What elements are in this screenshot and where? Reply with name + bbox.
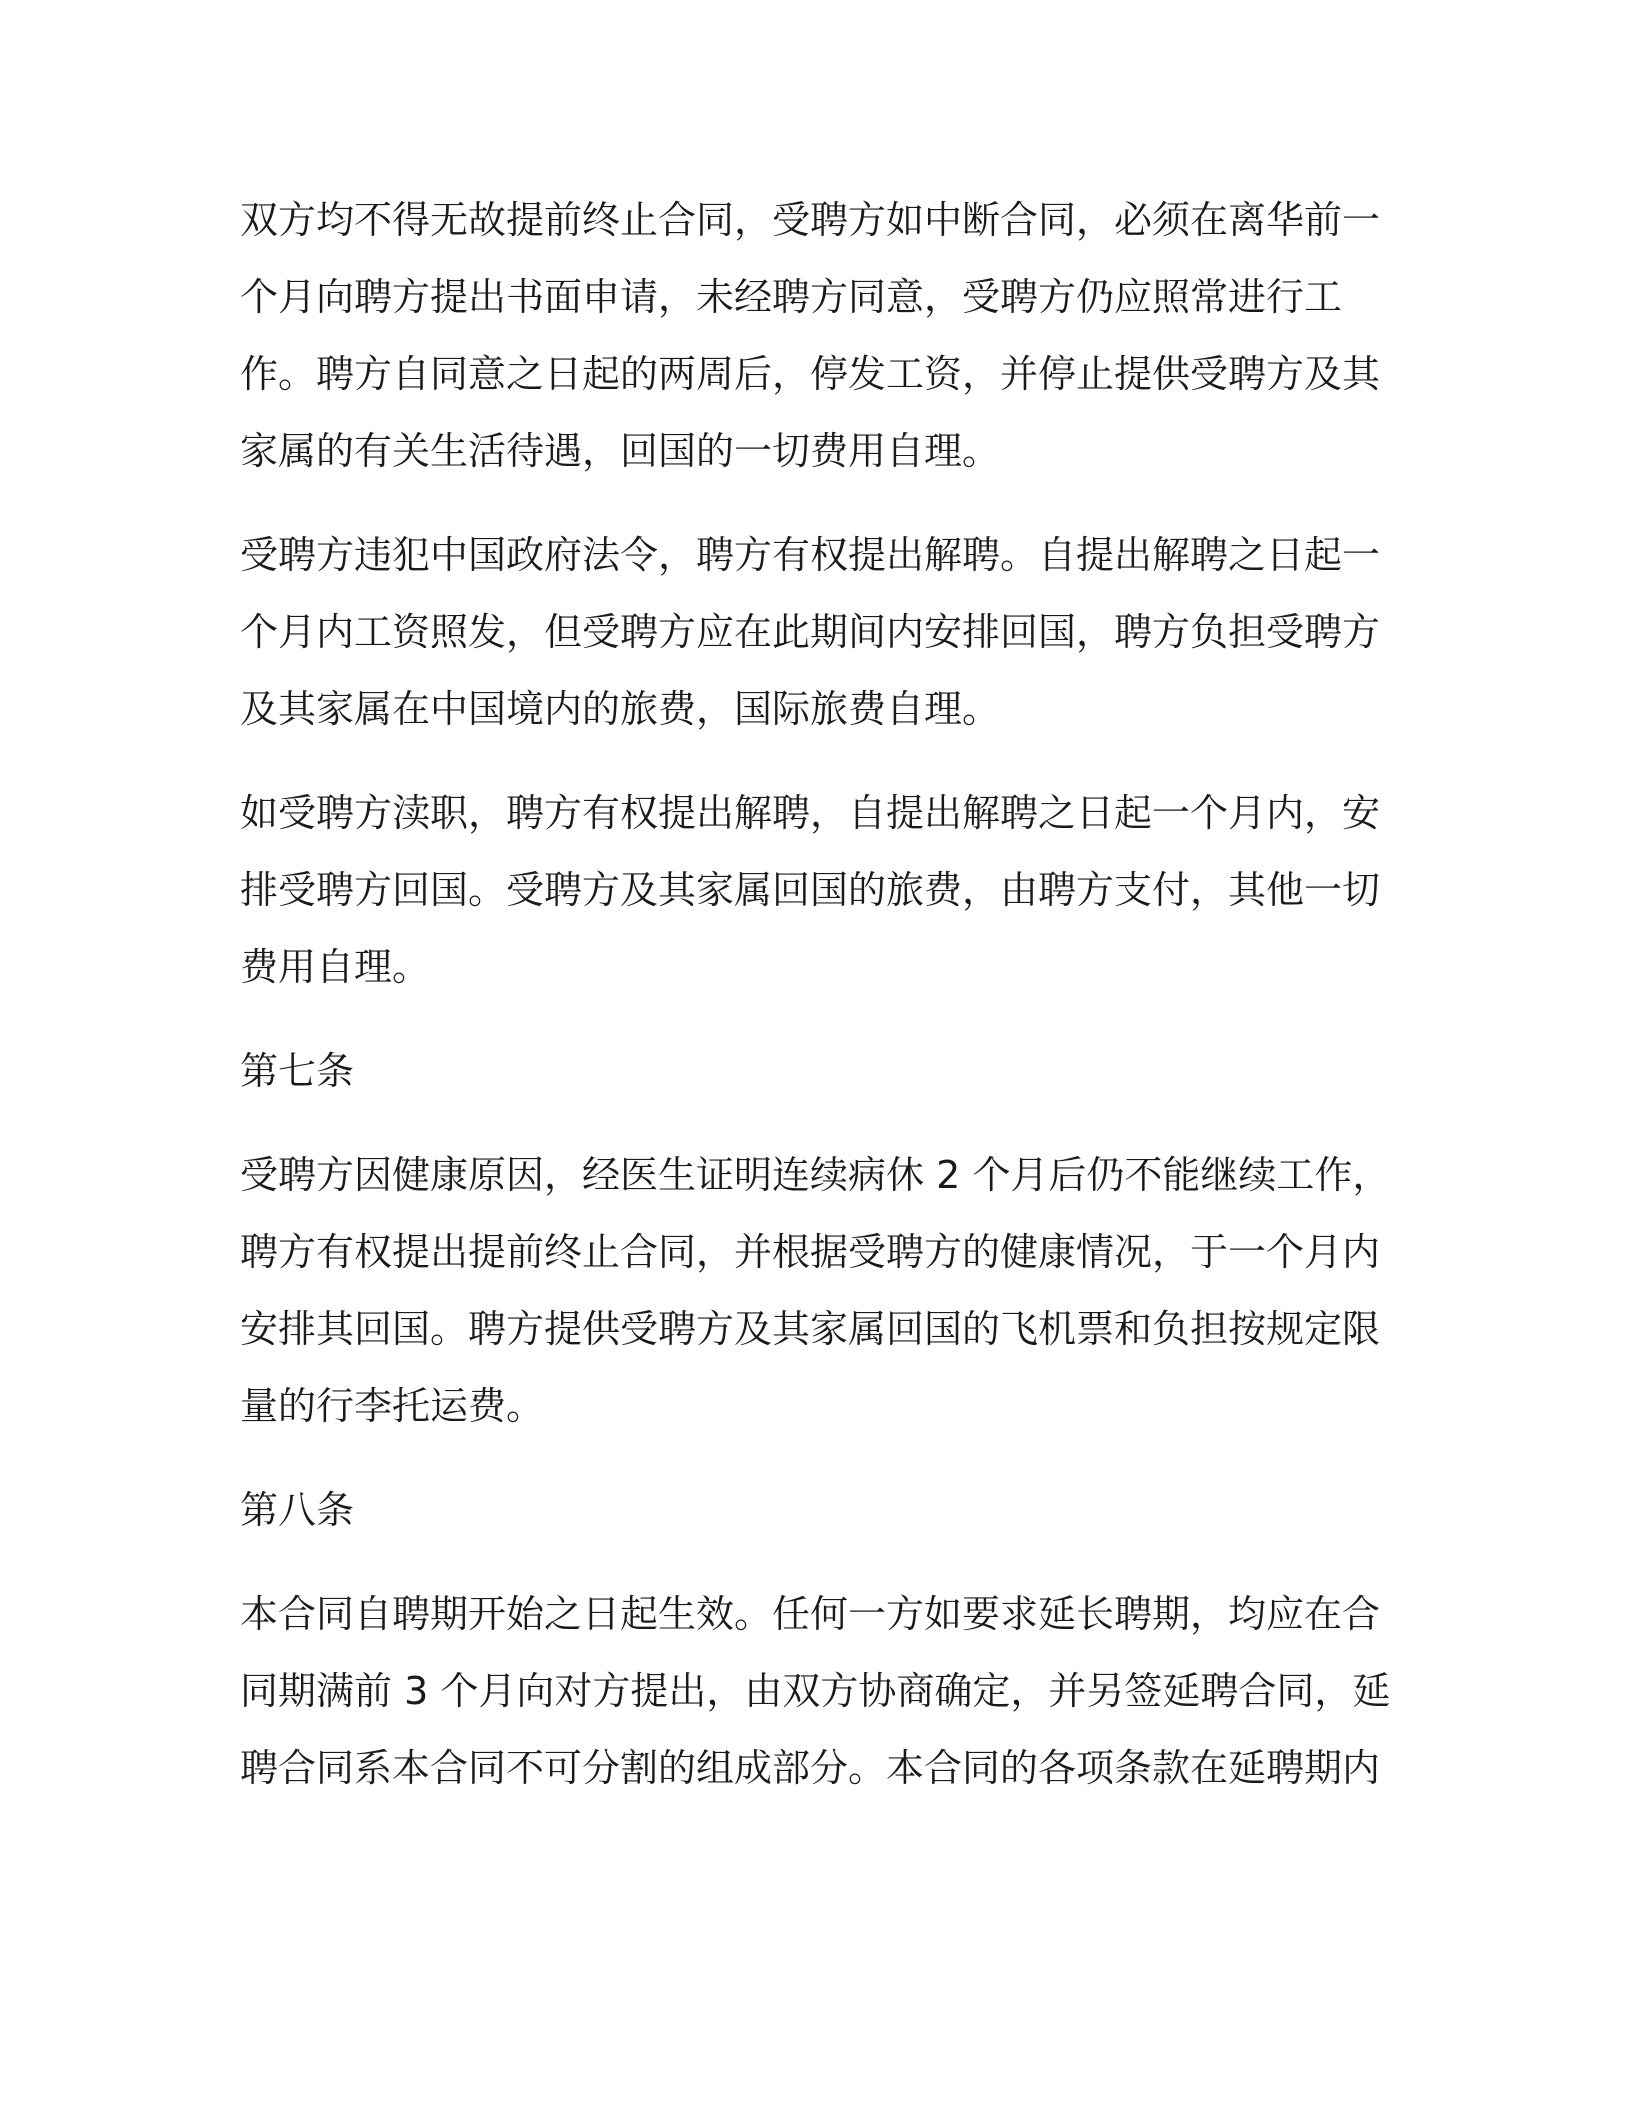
paragraph-health-termination: 受聘方因健康原因，经医生证明连续病休 2 个月后仍不能继续工作，聘方有权提出提前终止合同，并根据受聘方的健康情况，于一个月内安排其回国。聘方提供受聘方及其家属回国的飞机票和负担按规定限量的行李托运费。 xyxy=(240,1153,1391,1428)
article-7-heading: 第七条 xyxy=(240,1049,355,1093)
paragraph-early-termination: 双方均不得无故提前终止合同，受聘方如中断合同，必须在离华前一个月向聘方提出书面申请，未经聘方同意，受聘方仍应照常进行工作。聘方自同意之日起的两周后，停发工资，并停止提供受聘方及其家属的有关生活待遇，回国的一切费用自理。 xyxy=(240,198,1381,473)
paragraph-violation-dismissal: 受聘方违犯中国政府法令，聘方有权提出解聘。自提出解聘之日起一个月内工资照发，但受聘方应在此期间内安排回国，聘方负担受聘方及其家属在中国境内的旅费，国际旅费自理。 xyxy=(240,533,1381,731)
paragraph-contract-effective: 本合同自聘期开始之日起生效。任何一方如要求延长聘期，均应在合同期满前 3 个月向对方提出，由双方协商确定，并另签延聘合同，延聘合同系本合同不可分割的组成部分。本合同的各项条款在延聘期内 xyxy=(240,1592,1391,1790)
paragraph-dereliction-dismissal: 如受聘方渎职，聘方有权提出解聘，自提出解聘之日起一个月内，安排受聘方回国。受聘方及其家属回国的旅费，由聘方支付，其他一切费用自理。 xyxy=(240,791,1381,989)
article-8-heading: 第八条 xyxy=(240,1488,355,1532)
document-body xyxy=(240,182,1392,1834)
